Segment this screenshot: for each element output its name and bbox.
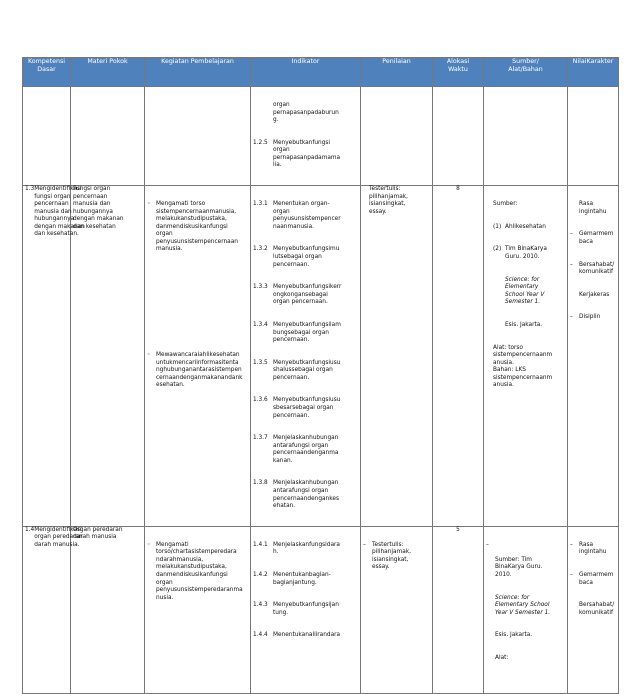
- header-sumber-alat-bahan: Sumber/ Alat/Bahan: [484, 58, 568, 87]
- kompetensi-dasar-cell: [23, 186, 85, 239]
- indikator-number: 1.4.1: [253, 541, 268, 548]
- bullet-icon: ◦: [147, 201, 151, 208]
- indikator-text: Menyebutkanfungsi organ pernapasanpadamama lia.: [273, 139, 341, 169]
- bullet-icon: –: [570, 231, 573, 238]
- indikator-number: 1.3.8: [253, 480, 268, 487]
- nilai-item: Bersahabat/ komunikatif: [579, 261, 615, 276]
- indikator-text: Menyebutkanfungsiusu shalussebagai organ pencernaan.: [273, 359, 341, 381]
- kegiatan-cell: [145, 527, 250, 618]
- materi-pokok-cell: Organ peredaran darah manusia: [73, 526, 123, 541]
- bullet-icon: –: [570, 541, 573, 548]
- bullet-icon: –: [363, 541, 366, 548]
- kd-text: Mengidentifikasi fungsi organ pencernaan manusia dan hubungannya dengan makanan dan kesehatan.: [34, 186, 85, 238]
- kompetensi-dasar-cell: [23, 526, 83, 550]
- header-kegiatan-pembelajaran: Kegiatan Pembelajaran: [145, 58, 251, 87]
- bullet-icon: [568, 292, 579, 300]
- nilai-item: Rasa ingintahu: [579, 541, 607, 556]
- kd-text: Mengidentifikasi organ peredaran darah manusia.: [34, 526, 83, 548]
- header-alokasi-waktu: Alokasi Waktu: [433, 58, 484, 87]
- alat-bahan-text: Alat:: [495, 655, 509, 662]
- alokasi-cell: 8: [456, 186, 460, 193]
- sumber-item: Ahlikesehatan: [505, 223, 546, 230]
- nilai-item: Gemarmem baca: [579, 231, 614, 245]
- indikator-continuation: [251, 87, 360, 185]
- indikator-number: 1.4.3: [253, 602, 268, 609]
- sumber-book-title: Science: for Elementary School Year V Semester 1.: [495, 594, 551, 616]
- nilai-karakter-cell: [568, 186, 618, 337]
- indikator-number: 1.3.5: [253, 359, 268, 366]
- indikator-number: 1.3.7: [253, 435, 268, 442]
- kegiatan-cell: [145, 186, 250, 405]
- list-number: (2): [493, 246, 502, 253]
- header-materi-pokok: Materi Pokok: [71, 58, 145, 87]
- kd-number: 1.4: [25, 526, 35, 533]
- indikator-number: 1.3.2: [253, 246, 268, 253]
- indikator-number: 1.3.4: [253, 321, 268, 328]
- sumber-book-title: Science: for Elementary School Year V Semester 1.: [505, 276, 545, 306]
- indikator-number: 1.3.3: [253, 284, 268, 291]
- nilai-item: Disiplin: [579, 314, 601, 321]
- bullet-icon: [568, 602, 579, 617]
- sumber-cell: [484, 527, 567, 693]
- nilai-item: Gemarmem baca: [579, 572, 614, 586]
- penilaian-text: Testertulis: pilihanjamak, isiansingkat, essay.: [372, 541, 411, 571]
- table-row-1-4: [23, 526, 619, 693]
- alat-bahan-text: Alat: torso sistempencernaanm anusia. Bahan: LKS sistempencernaanm anusia.: [493, 344, 553, 389]
- kegiatan-text: Mewawancaraiahlikesehatan untukmencariinformasitenta nghubunganantarasistempen cernaandenganmakanandank esehatan.: [156, 352, 243, 389]
- table-row-1-3: [23, 186, 619, 527]
- indikator-text: Menyebutkanfungsikerr ongkongansebagai organ pencernaan.: [273, 284, 342, 306]
- kegiatan-text: Mengamati torso sistempencernaanmanusia, melakukanstudipustaka, danmendiskusikanfungsi organ penyusunsistempencernaan manusia.: [156, 201, 238, 253]
- indikator-text: Menyebutkanfungsiusu sbesarsebagai organ pencernaan.: [273, 397, 341, 419]
- nilai-item: Bersahabat/ komunikatif: [579, 602, 615, 616]
- indikator-text: Menentukan organ- organ penyusunsistempencer naanmanusia.: [273, 201, 341, 230]
- sumber-item: Tim BinaKarya Guru. 2010.: [505, 246, 547, 261]
- nilai-karakter-cell: [568, 527, 618, 633]
- bullet-icon: [568, 201, 579, 216]
- sumber-cell: [484, 186, 567, 405]
- penilaian-cell: Testertulis: pilihanjamak, isiansingkat, essay.: [369, 186, 408, 215]
- sumber-text: Sumber: Tim BinaKarya Guru. 2010.: [495, 556, 543, 578]
- indikator-number: 1.3.6: [253, 397, 268, 404]
- nilai-item: Kerjakeras: [579, 291, 610, 298]
- indikator-text: Menyebutkanfungsijan tung.: [273, 602, 339, 616]
- indikator-text: organ pernapasanpadaburun g.: [273, 102, 339, 124]
- indikator-number: 1.4.4: [253, 632, 268, 639]
- bullet-icon: –: [570, 314, 573, 321]
- header-nilai-karakter: NilaiKarakter: [568, 58, 619, 87]
- header-indikator: Indikator: [251, 58, 361, 87]
- sumber-publisher: Esis. Jakarta.: [495, 632, 533, 639]
- kegiatan-text: Mengamati torso/chartasistemperedara ndarahmanusia, melakukanstudipustaka, danmendiskusikanfungsi organ penyusunsistemperedaranma nusia.: [156, 541, 243, 601]
- indikator-text: Menyebutkanfungsilam bungsebagai organ pencernaan.: [273, 321, 341, 344]
- bullet-icon: ◦: [147, 352, 151, 359]
- header-kompetensi-dasar: Kompetensi Dasar: [23, 58, 71, 87]
- kd-number: 1.3: [25, 186, 35, 193]
- list-number: (1): [493, 223, 502, 230]
- indikator-text: Menentukanbagian- bagianjantung.: [273, 572, 331, 586]
- indikator-number: 1.3.1: [253, 201, 268, 208]
- alokasi-cell: 5: [456, 526, 460, 533]
- indikator-cell: [251, 527, 360, 655]
- header-row: [23, 58, 619, 87]
- syllabus-table: [22, 57, 619, 694]
- indikator-text: Menjelaskanfungsidara h.: [273, 541, 340, 556]
- bullet-icon: –: [570, 261, 573, 268]
- bullet-icon: –: [486, 541, 489, 548]
- sumber-publisher: Esis. Jakarta.: [505, 321, 543, 328]
- indikator-text: Menjelaskanhubungan antarafungsi organ pencernaandengankes ehatan.: [273, 480, 339, 510]
- indikator-text: Menjelaskanhubungan antarafungsi organ pencernaandenganma kanan.: [273, 435, 339, 464]
- penilaian-cell: [361, 527, 432, 587]
- indikator-text: Menentukanaliirandara: [273, 632, 341, 639]
- indikator-text: Menyebutkanfungsimu lutsebagai organ pencernaan.: [273, 246, 340, 268]
- bullet-icon: ◦: [147, 541, 151, 548]
- bullet-icon: –: [570, 572, 573, 578]
- indikator-cell: [251, 186, 360, 526]
- nilai-item: Rasa ingintahu: [579, 201, 607, 215]
- indikator-number: 1.4.2: [253, 572, 268, 578]
- sumber-label: Sumber:: [493, 201, 518, 208]
- table-row-continuation: [23, 87, 619, 186]
- indikator-number: 1.2.5: [253, 139, 268, 146]
- materi-pokok-cell: Fungsi organ pencernaan manusia dan hubungannya dengan makanan dan kesehatan: [73, 186, 124, 230]
- header-penilaian: Penilaian: [361, 58, 433, 87]
